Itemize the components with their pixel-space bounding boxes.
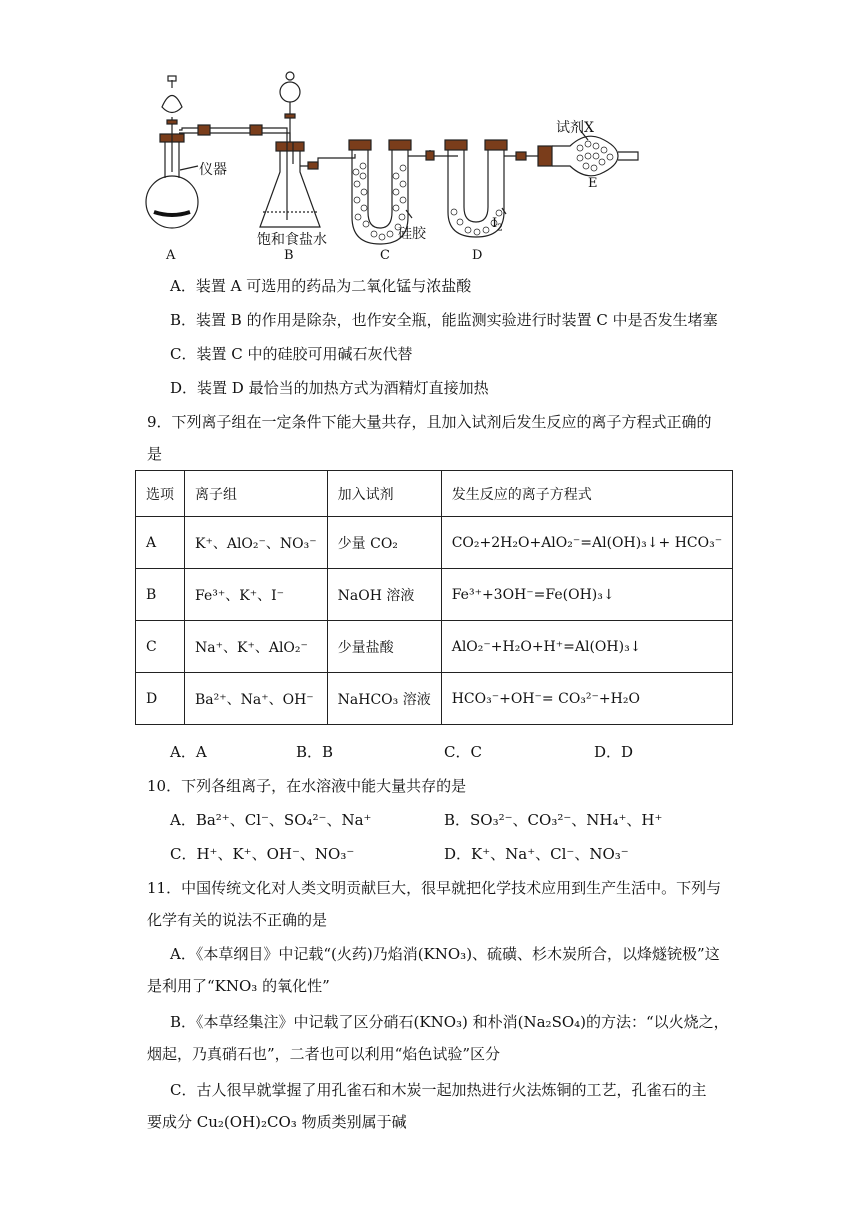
flask-b bbox=[260, 72, 320, 227]
label-e: E bbox=[588, 176, 598, 191]
cell-option: A bbox=[136, 517, 185, 569]
table-row bbox=[136, 621, 733, 673]
cell-ions: K⁺、AlO₂⁻、NO₃⁻ bbox=[185, 517, 328, 569]
q11-stem-line2: 化学有关的说法不正确的是 bbox=[147, 911, 328, 929]
q9-stem-line2: 是 bbox=[147, 445, 163, 463]
cell-reagent: NaOH 溶液 bbox=[327, 569, 441, 621]
label-iodine: $I_2$ bbox=[492, 216, 503, 234]
q11-option-c-line2: 要成分 Cu₂(OH)₂CO₃ 物质类别属于碱 bbox=[147, 1113, 407, 1131]
cell-ions: Ba²⁺、Na⁺、OH⁻ bbox=[185, 673, 328, 725]
table-header-row bbox=[136, 471, 733, 517]
q9-answer-b: B．B bbox=[296, 743, 334, 761]
q9-stem-line1: 9．下列离子组在一定条件下能大量共存，且加入试剂后发生反应的离子方程式正确的 bbox=[147, 413, 712, 431]
cell-reagent: 少量 CO₂ bbox=[327, 517, 441, 569]
q8-option-a: A．装置 A 可选用的药品为二氧化锰与浓盐酸 bbox=[170, 277, 472, 295]
cell-ions: Na⁺、K⁺、AlO₂⁻ bbox=[185, 621, 328, 673]
cell-equation: AlO₂⁻+H₂O+H⁺=Al(OH)₃↓ bbox=[441, 621, 732, 673]
label-instrument: 仪器 bbox=[199, 162, 227, 178]
q8-option-c: C．装置 C 中的硅胶可用碱石灰代替 bbox=[170, 345, 413, 363]
label-c: C bbox=[380, 248, 390, 263]
cell-equation: CO₂+2H₂O+AlO₂⁻=Al(OH)₃↓+ HCO₃⁻ bbox=[441, 517, 732, 569]
cell-reagent: NaHCO₃ 溶液 bbox=[327, 673, 441, 725]
header-ions: 离子组 bbox=[185, 471, 328, 517]
q9-answer-d: D．D bbox=[594, 743, 634, 761]
q11-option-a-line1: A．《本草纲目》中记载“(火药)乃焰消(KNO₃)、硫磺、杉木炭所合，以烽燧铳极”这 bbox=[170, 945, 720, 963]
q9-table bbox=[135, 470, 733, 725]
q11-option-b-line1: B．《本草经集注》中记载了区分硝石(KNO₃) 和朴消(Na₂SO₄)的方法：“以火烧之， bbox=[170, 1013, 729, 1031]
q10-option-d: D．K⁺、Na⁺、Cl⁻、NO₃⁻ bbox=[444, 845, 629, 863]
q8-option-b: B．装置 B 的作用是除杂，也作安全瓶，能监测实验进行时装置 C 中是否发生堵塞 bbox=[170, 311, 718, 329]
header-option: 选项 bbox=[136, 471, 185, 517]
cell-equation: HCO₃⁻+OH⁻= CO₃²⁻+H₂O bbox=[441, 673, 732, 725]
tube-c-d bbox=[408, 150, 458, 160]
cell-option: D bbox=[136, 673, 185, 725]
table-row bbox=[136, 517, 733, 569]
cell-option: C bbox=[136, 621, 185, 673]
label-a: A bbox=[166, 248, 176, 263]
q10-stem: 10．下列各组离子，在水溶液中能大量共存的是 bbox=[147, 777, 467, 795]
q10-option-b: B．SO₃²⁻、CO₃²⁻、NH₄⁺、H⁺ bbox=[444, 811, 663, 829]
tube-b-c bbox=[300, 154, 355, 169]
cell-equation: Fe³⁺+3OH⁻=Fe(OH)₃↓ bbox=[441, 569, 732, 621]
table-row bbox=[136, 673, 733, 725]
q11-option-c-line1: C．古人很早就掌握了用孔雀石和木炭一起加热进行火法炼铜的工艺，孔雀石的主 bbox=[170, 1081, 707, 1099]
header-reagent: 加入试剂 bbox=[327, 471, 441, 517]
label-d: D bbox=[472, 248, 483, 263]
q8-option-d: D．装置 D 最恰当的加热方式为酒精灯直接加热 bbox=[170, 379, 489, 397]
cell-reagent: 少量盐酸 bbox=[327, 621, 441, 673]
tube-d-e bbox=[504, 152, 540, 160]
q9-answer-c: C．C bbox=[444, 743, 482, 761]
cell-ions: Fe³⁺、K⁺、I⁻ bbox=[185, 569, 328, 621]
label-brine: 饱和食盐水 bbox=[257, 232, 327, 248]
q10-option-a: A．Ba²⁺、Cl⁻、SO₄²⁻、Na⁺ bbox=[170, 811, 372, 829]
tube-a-b bbox=[179, 125, 290, 142]
q9-answer-a: A．A bbox=[170, 743, 207, 761]
flask-a bbox=[146, 76, 198, 228]
label-reagent-x: 试剂X bbox=[556, 120, 594, 136]
q11-option-b-line2: 烟起，乃真硝石也”，二者也可以利用“焰色试验”区分 bbox=[147, 1045, 501, 1063]
table-row bbox=[136, 569, 733, 621]
label-silica: 硅胶 bbox=[398, 226, 426, 242]
header-equation: 发生反应的离子方程式 bbox=[441, 471, 732, 517]
q10-option-c: C．H⁺、K⁺、OH⁻、NO₃⁻ bbox=[170, 845, 355, 863]
cell-option: B bbox=[136, 569, 185, 621]
q11-option-a-line2: 是利用了“KNO₃ 的氧化性” bbox=[147, 977, 330, 995]
label-b: B bbox=[284, 248, 294, 263]
q11-stem-line1: 11．中国传统文化对人类文明贡献巨大，很早就把化学技术应用到生产生活中。下列与 bbox=[147, 879, 722, 897]
